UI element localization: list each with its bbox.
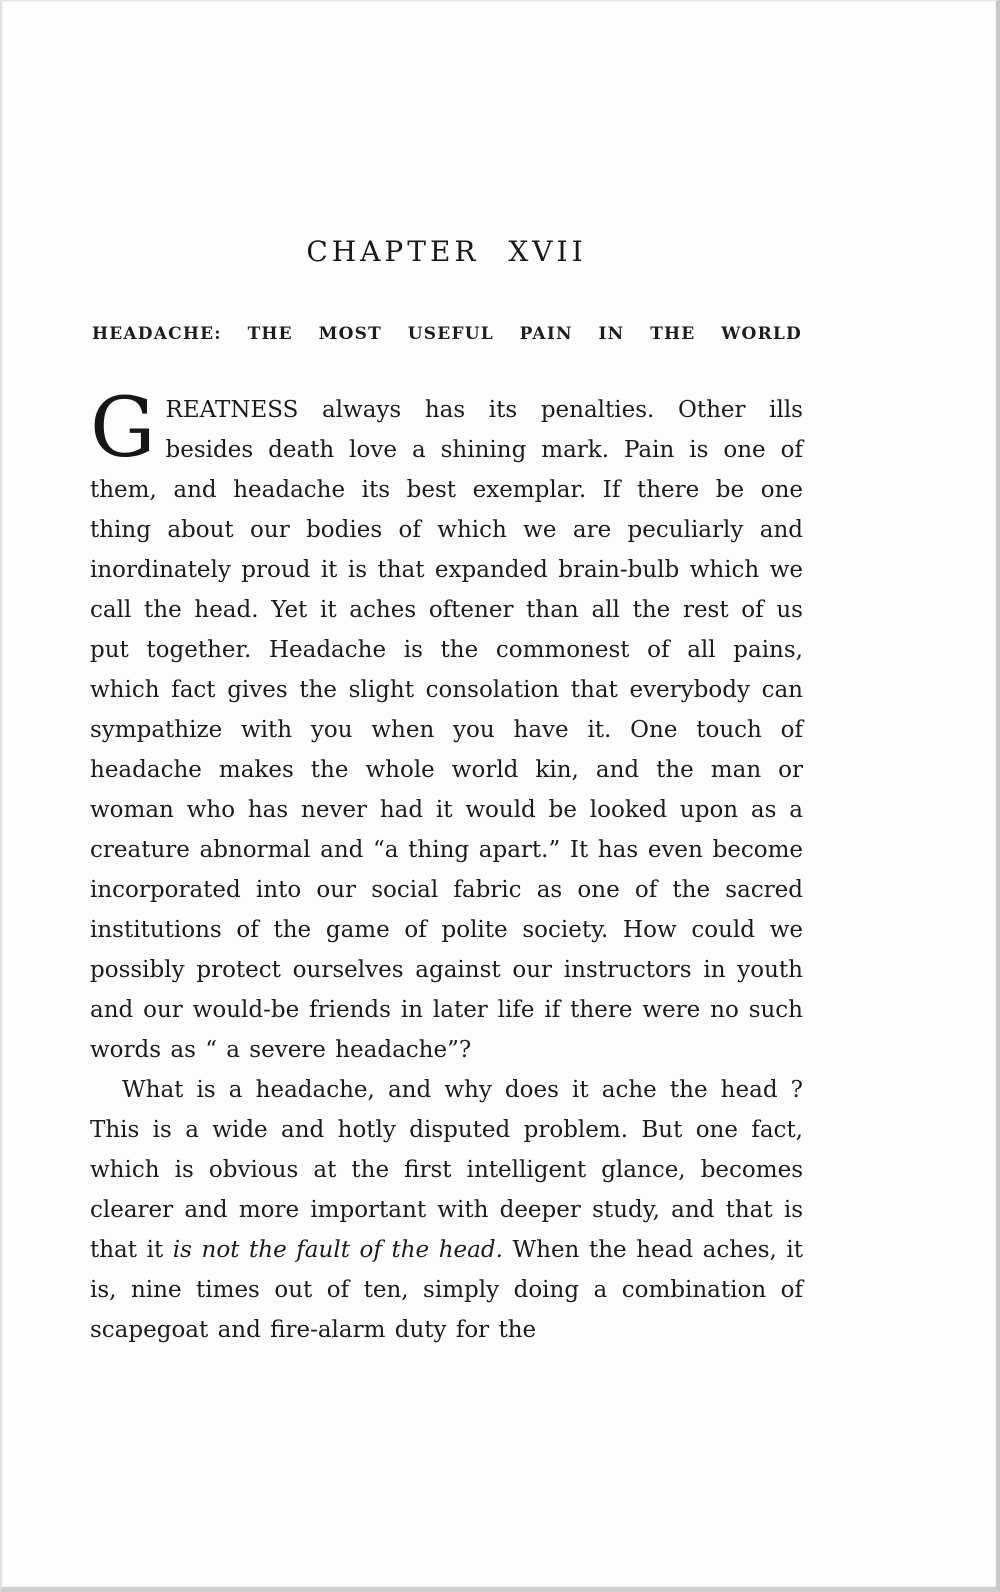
paragraph-2-text-after-italic: When the head aches, it is, nine times out of ten, simply doing a combination of scapegoat and fire-alarm duty for the [90,1237,803,1343]
paragraph-2-text-before-italic: What is a headache, and why does it ache the head ? This is a wide and hotly disputed problem. But one fact, which is obvious at the first intelligent glance, becomes clearer and more important with deeper study, and that is that it [90,1077,803,1263]
paragraph-2-italic-phrase: is not the fault of the head. [172,1237,503,1263]
paragraph-2 [90,1070,803,1350]
chapter-subtitle: HEADACHE: THE MOST USEFUL PAIN IN THE WORLD [92,324,802,344]
body-text-block [90,381,803,1350]
paragraph-1 [90,381,803,1070]
paragraph-1-text: REATNESS always has its penalties. Other ills besides death love a shining mark. Pain is one of them, and headache its best exemplar. If there be one thing about our bodies of which we are peculiarly and inordinately proud it is that expanded brain-bulb which we call the head. Yet it aches oftener than all the rest of us put together. Headache is the commonest of all pains, which fact gives the slight consolation that everybody can sympathize with you when you have it. One touch of headache makes the whole world kin, and the man or woman who has never had it would be looked upon as a creature abnormal and “a thing apart.” It has even become incorporated into our social fabric as one of the sacred institutions of the game of polite society. How could we possibly protect ourselves against our instructors in youth and our would-be friends in later life if there were no such words as “ a severe headache”? [90,397,803,1063]
drop-cap-initial: G [90,381,156,476]
chapter-title: CHAPTER XVII [306,235,587,268]
